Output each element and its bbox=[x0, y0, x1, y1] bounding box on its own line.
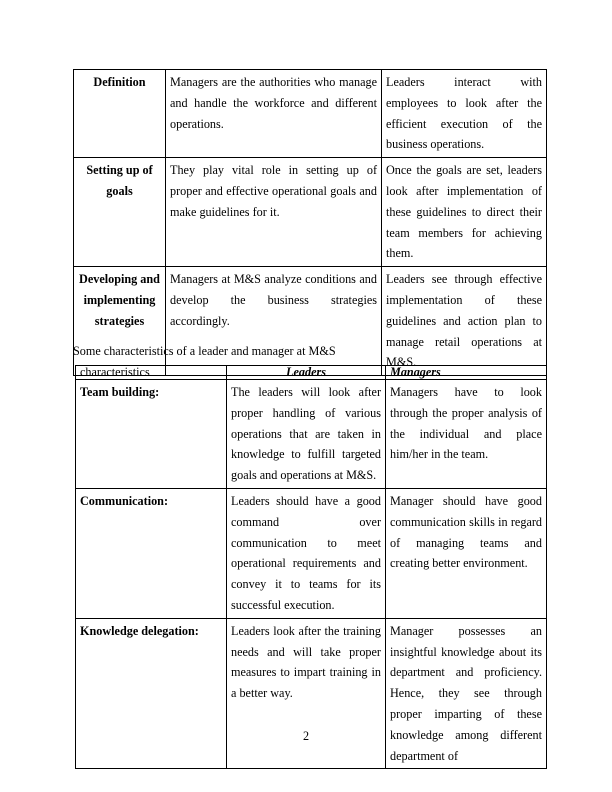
characteristic-cell: Knowledge delegation: bbox=[76, 618, 227, 769]
managers-cell: Manager possesses an insightful knowledge about its department and proficiency. Hence, they see through proper imparting of these knowledge among different department of bbox=[386, 618, 547, 769]
managers-cell: They play vital role in setting up of proper and effective operational goals and make guidelines for it. bbox=[166, 158, 382, 267]
leaders-header: Leaders bbox=[227, 366, 386, 380]
row-heading: Developing and implementing strategies bbox=[74, 267, 166, 376]
table-row bbox=[74, 158, 547, 267]
managers-cell: Managers are the authorities who manage and handle the workforce and different operations. bbox=[166, 70, 382, 158]
characteristic-cell: Communication: bbox=[76, 488, 227, 618]
characteristics-header: characteristics bbox=[76, 366, 227, 380]
table-row bbox=[76, 488, 547, 618]
leaders-cell: Leaders should have a good command over communication to meet operational requirements and convey it to teams for its successful execution. bbox=[227, 488, 386, 618]
leaders-cell: Leaders interact with employees to look after the efficient execution of the business operations. bbox=[382, 70, 547, 158]
managers-cell: Managers have to look through the proper analysis of the individual and place him/her in the team. bbox=[386, 380, 547, 489]
table-row bbox=[74, 70, 547, 158]
page-number: 2 bbox=[302, 729, 310, 743]
row-heading: Definition bbox=[74, 70, 166, 158]
table-row bbox=[74, 267, 547, 376]
table-row bbox=[76, 380, 547, 489]
leaders-cell: Once the goals are set, leaders look after implementation of these guidelines to direct their team members for achieving them. bbox=[382, 158, 547, 267]
table-row bbox=[76, 618, 547, 769]
leaders-cell: The leaders will look after proper handling of various operations that are taken in knowledge to fulfill targeted goals and operations at M&S. bbox=[227, 380, 386, 489]
table-header-row bbox=[76, 366, 547, 380]
managers-header: Managers bbox=[386, 366, 547, 380]
leaders-cell: Leaders see through effective implementation of these guidelines and action plan to manage retail operations at M&S. bbox=[382, 267, 547, 376]
managers-cell: Managers at M&S analyze conditions and develop the business strategies accordingly. bbox=[166, 267, 382, 376]
row-heading: Setting up of goals bbox=[74, 158, 166, 267]
leaders-cell: Leaders look after the training needs and will take proper measures to impart training in a better way. bbox=[227, 618, 386, 769]
characteristic-cell: Team building: bbox=[76, 380, 227, 489]
managers-cell: Manager should have good communication skills in regard of managing teams and creating better environment. bbox=[386, 488, 547, 618]
leader-manager-comparison-table bbox=[73, 69, 547, 376]
characteristics-table bbox=[75, 365, 547, 769]
table-caption: Some characteristics of a leader and manager at M&S bbox=[73, 344, 336, 358]
